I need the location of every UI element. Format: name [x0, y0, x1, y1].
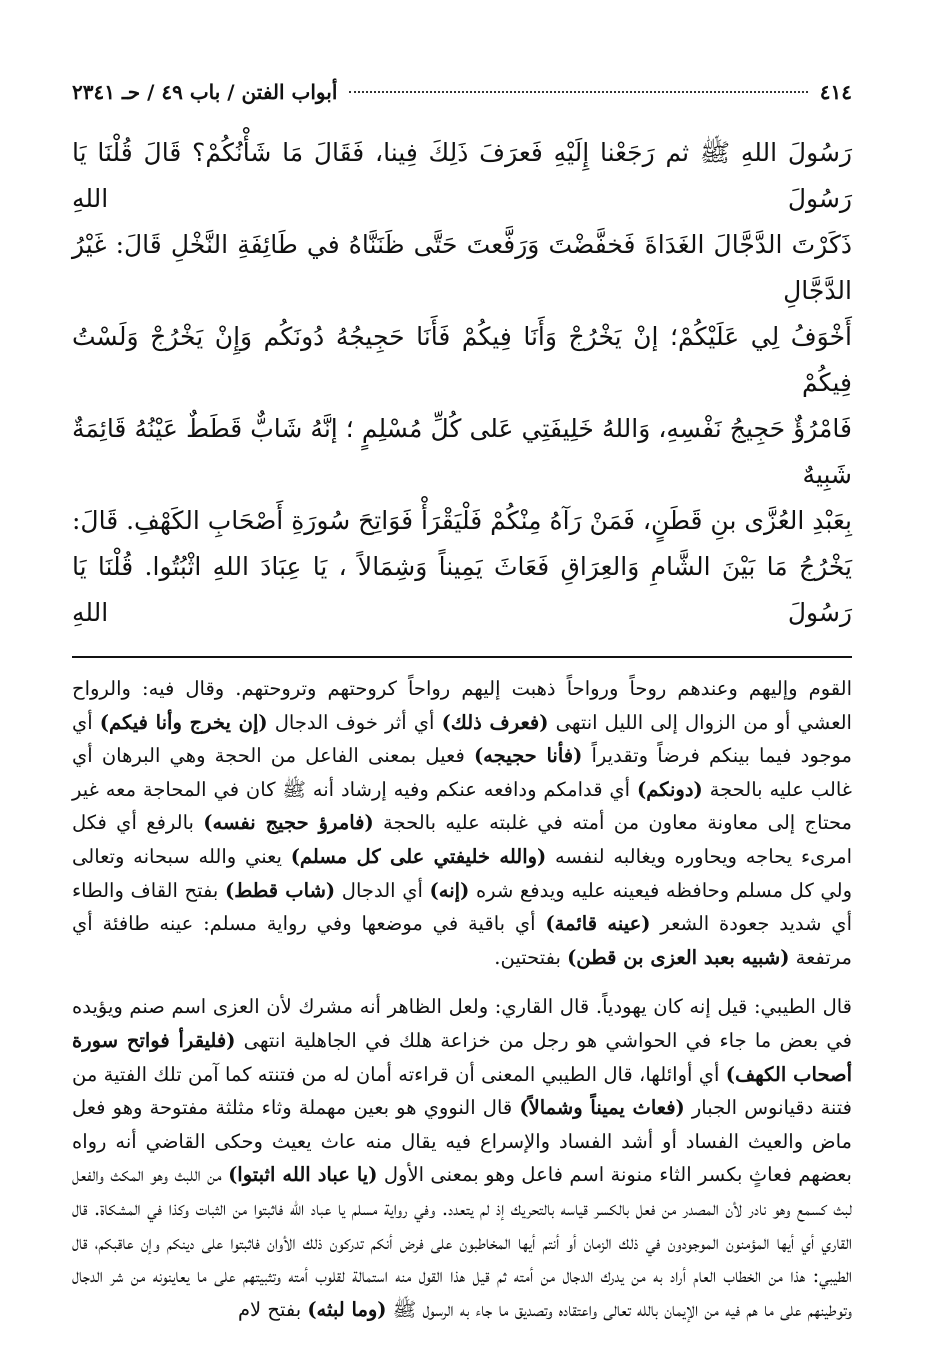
commentary-text: بفتحتين.: [494, 945, 568, 969]
commentary-text: بالرفع أي فكل امرىء يحاجه ويحاوره ويغالبه لنفسه: [72, 811, 852, 868]
hadith-line: أَخْوَفُ لِي عَلَيْكُمْ؛ إنْ يَخْرُجْ وَأَنَا فِيكُمْ فَأَنَا حَجِيجُهُ دُونَكُم وَإِنْ يَخْرُجْ وَلَسْتُ فِيكُمْ: [72, 322, 852, 397]
page-number: ٤١٤: [819, 80, 852, 104]
hadith-line: يَخْرُجُ مَا بَيْنَ الشَّامِ وَالعِرَاقِ فَعَاثَ يَمِيناً وَشِمَالاً ، يَا عِبَادَ اللهِ اثْبُتُوا. قُلْنَا يَا رَسُولَ اللهِ: [72, 552, 852, 627]
commentary-paragraph: [72, 672, 852, 974]
quoted-phrase: (فامرؤ حجيج نفسه): [203, 811, 374, 835]
hadith-line: فَامْرُؤٌ حَجِيجُ نَفْسِهِ، وَاللهُ خَلِيفَتِي عَلى كُلِّ مُسْلِمٍ ؛ إنَّهُ شَابٌّ قَطَطٌ عَيْنُهُ قَائِمَةٌ شَبِيهٌ: [72, 414, 852, 489]
commentary-paragraph: [72, 990, 852, 1326]
commentary-text: القوم وإليهم وعندهم روحاً ورواحاً ذهبت إليهم رواحاً كروحتهم وتروحتهم. وقال فيه: والرواح العشي أو من الزوال إلى الليل انتهى: [72, 677, 852, 734]
quoted-phrase: (والله خليفتي على كل مسلم): [290, 844, 547, 868]
quoted-phrase: (دونكم): [637, 777, 703, 801]
commentary-text: قال الطيبي: قيل إنه كان يهودياً. قال القاري: ولعل الظاهر أنه مشرك لأن العزى اسم صنم ويؤيده في بعض ما جاء في الحواشي هو رجل من خزاعة هلك في الجاهلية انتهى: [72, 995, 852, 1052]
hadith-text: [72, 130, 852, 636]
hadith-line: رَسُولَ اللهِ ﷺ ثم رَجَعْنا إِلَيْهِ فَعرَفَ ذَلِكَ فِينا، فَقَالَ مَا شَأْنُكُمْ؟ قَالَ قُلْنَا يَا رَسُولَ اللهِ: [72, 138, 852, 213]
commentary-text: أي أوائلها، قال الطيبي المعنى أن قراءته أمان له من فتنته كما آمن تلك الفتية من فتنة دقيانوس الجبار: [72, 1062, 853, 1120]
commentary-text: أي أثر خوف الدجال: [267, 710, 442, 734]
footnote-separator: [72, 656, 852, 658]
book-page: [72, 80, 852, 1326]
commentary-text: أي الدجال: [335, 878, 430, 902]
quoted-phrase: (فعاث يميناً وشمالاً): [519, 1096, 685, 1120]
running-title: أبواب الفتن / باب ٤٩ / حـ ٢٣٤١: [72, 80, 338, 104]
commentary-text: من اللبث وهو المكث والفعل لبث كسمع وهو نادر لأن المصدر من فعل بالكسر قياسه بالتحريك إذ لم يتعدد. وفي رواية مسلم يا عباد الله فاثبتوا من الثبات وكذا في المشكاة. قال القاري أي أيها المؤمنون الموجودون في ذلك الزمان أو أنتم أيها المخاطبون على فرض أنكم تدركون ذلك الأوان فاثبتوا على دينكم وإن عاقبكم، قال الطيبي: هذا من الخطاب العام أراد به من يدرك الدجال من أمته ثم قيل هذا القول منه استمالة لقلوب أمته وتثبيتهم على ما يعاينونه من شر الدجال وتوطينهم على ما هم فيه من الإيمان بالله تعالى واعتقاده وتصديق ما جاء به الرسول ﷺ: [72, 1163, 852, 1321]
commentary-text: قال النووي هو بعين مهملة وثاء مثلثة مفتوحة وهو فعل ماض والعيث الفساد أو أشد الفساد والإسراع فيه يقال منه عاث يعيث وحكى القاضي أنه رواه بعضهم فعاثٍ بكسر الثاء منونة اسم فاعل وهو بمعنى الأول: [72, 1096, 852, 1187]
page-header: [72, 80, 852, 120]
quoted-phrase: (إن يخرج وأنا فيكم): [99, 710, 268, 734]
quoted-phrase: (وما لبثه): [307, 1297, 387, 1321]
commentary: [72, 672, 852, 1326]
quoted-phrase: (يا عباد الله اثبتوا): [228, 1163, 378, 1187]
quoted-phrase: (فليقرأ فواتح سورة أصحاب الكهف): [72, 1028, 853, 1086]
commentary-text: فعيل بمعنى الفاعل من الحجة وهي البرهان أي غالب عليه بالحجة: [72, 744, 852, 801]
quoted-phrase: (فعرف ذلك): [441, 710, 549, 734]
commentary-text: أي قدامكم ودافعه عنكم وفيه إرشاد أنه ﷺ كان في المحاجة معه غير محتاج إلى معاونة معاون من أمته في غلبته عليه بالحجة: [72, 777, 853, 835]
header-dotted-leader: [349, 91, 807, 93]
commentary-text: بفتح لام: [237, 1297, 308, 1321]
quoted-phrase: (عينه قائمة): [545, 912, 651, 936]
commentary-text: أي باقية في موضعها وفي رواية مسلم: عينه طافئة أي مرتفعة: [72, 912, 852, 969]
quoted-phrase: (إنه): [429, 878, 470, 902]
hadith-line: ذَكَرْتَ الدَّجَّالَ الغَدَاةَ فَخفَّضْتَ وَرَفَّعتَ حَتَّى ظَنَنَّاهُ في طَائِفَةِ النَّخْلِ قَالَ: غَيْرُ الدَّجَّالِ: [72, 230, 852, 305]
commentary-text: أي موجود فيما بينكم فرضاً وتقديراً: [72, 710, 852, 768]
quoted-phrase: (شاب قطط): [224, 878, 336, 902]
hadith-line: بِعَبْدِ العُزَّى بنِ قَطَنٍ، فَمَنْ رَآهُ مِنْكُمْ فَلْيَقْرَأْ فَوَاتِحَ سُورَةِ أَصْحَابِ الكَهْفِ. قَالَ:: [72, 506, 852, 535]
quoted-phrase: (شبيه بعبد العزى بن قطن): [567, 945, 790, 969]
commentary-text: بفتح القاف والطاء أي شديد جعودة الشعر: [72, 878, 852, 936]
quoted-phrase: (فأنا حجيجه): [473, 744, 583, 768]
commentary-text: يعني والله سبحانه وتعالى ولي كل مسلم وحافظه فيعينه عليه ويدفع شره: [72, 844, 852, 902]
